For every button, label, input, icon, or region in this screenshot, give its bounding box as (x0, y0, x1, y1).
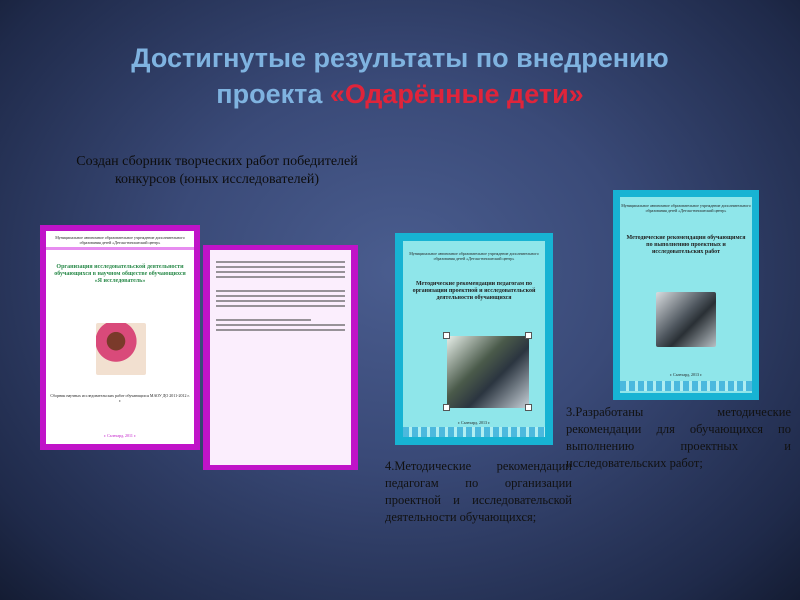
caption-student-guide: 3.Разработаны методические рекомендации для обучающихся по выполнению проектных и исследовательских работ; (566, 405, 791, 470)
book1-city: г. Салехард, 2011 г. (103, 433, 137, 438)
book1-title: Организация исследовательской деятельности обучающихся в научном обществе обучающихся «Я исследователь» (54, 264, 186, 284)
book1-header: Муниципальное автономное образовательное учреждение дополнительного образования детей «Детско-юношеский центр» (55, 235, 185, 245)
book3-city: г. Салехард, 2013 г. (457, 420, 491, 425)
book4-header: Муниципальное автономное образовательное учреждение дополнительного образования детей «Детско-юношеский центр» (621, 203, 751, 213)
children-photo (96, 323, 146, 375)
caption-teacher-guide: 4.Методические рекомендации педагогам по организации проектной и исследовательской деятельности обучающихся; (385, 459, 572, 524)
book2-text-page (210, 250, 351, 465)
book-cover-student-guide (613, 190, 759, 400)
book-page-collection (203, 245, 358, 470)
book-cover-collection (40, 225, 200, 450)
title-line-2: проекта (216, 79, 330, 109)
book1-footer: Сборник научных исследовательских работ обучающихся МАОУ ДО 2011-2012 г. г. (50, 393, 190, 403)
title-line-1: Достигнутые результаты по внедрению (131, 43, 669, 73)
book3-header: Муниципальное автономное образовательное учреждение дополнительного образования детей «Детско-юношеский центр» (409, 251, 539, 261)
slide-title (0, 40, 800, 112)
book4-title: Методические рекомендации обучающимся по выполнению проектных и исследовательских работ (626, 235, 746, 255)
title-accent: «Одарённые дети» (329, 79, 584, 109)
caption-collection: Создан сборник творческих работ победителей конкурсов (юных исследователей) (76, 154, 358, 187)
book4-city: г. Салехард, 2013 г. (669, 372, 703, 377)
book-cover-teacher-guide (395, 233, 553, 445)
student-photo (656, 292, 716, 347)
book3-title: Методические рекомендации педагогам по организации проектной и исследовательской деятельности обучающихся (412, 281, 536, 301)
teacher-photo (447, 336, 529, 408)
